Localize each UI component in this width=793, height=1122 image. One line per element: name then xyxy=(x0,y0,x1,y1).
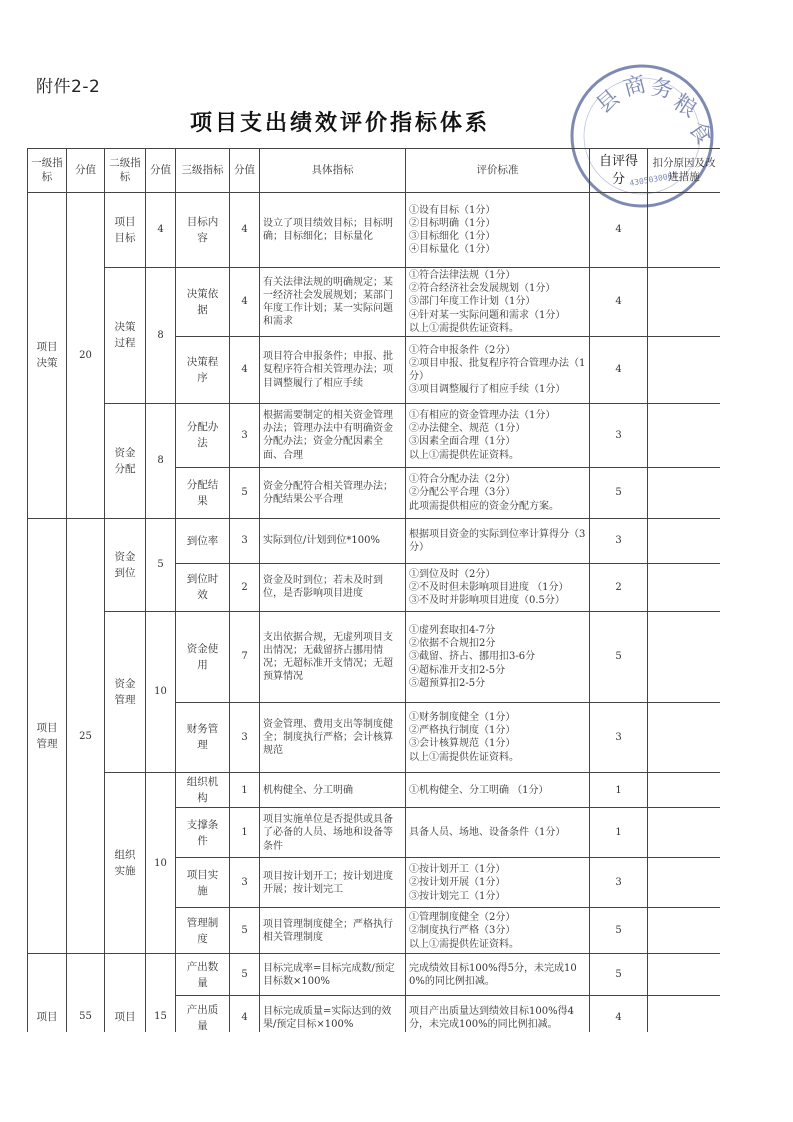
deduction-cell xyxy=(648,193,721,268)
header-level3-score: 分值 xyxy=(230,149,260,193)
level3-score-cell: 4 xyxy=(230,996,260,1032)
header-level1-score: 分值 xyxy=(67,149,105,193)
level2-score-cell: 4 xyxy=(146,193,176,268)
specific-indicator-cell: 项目管理制度健全；严格执行相关管理制度 xyxy=(260,908,406,954)
level2-cell: 项目 xyxy=(105,954,146,1032)
level3-score-cell: 5 xyxy=(230,954,260,996)
header-deduction-reason: 扣分原因及改进措施 xyxy=(648,149,721,193)
deduction-cell xyxy=(648,467,721,518)
level2-cell: 资金到位 xyxy=(105,518,146,611)
self-score-cell: 5 xyxy=(590,954,648,996)
deduction-cell xyxy=(648,858,721,908)
evaluation-standard-cell: ①到位及时（2分） ②不及时但未影响项目进度 （1分） ③不及时并影响项目进度（0.5分） xyxy=(406,563,590,611)
deduction-cell xyxy=(648,808,721,858)
evaluation-standard-cell: ①符合分配办法（2分） ②分配公平合理（3分） 此项需提供相应的资金分配方案。 xyxy=(406,467,590,518)
level3-score-cell: 4 xyxy=(230,336,260,403)
indicator-table-container xyxy=(27,148,720,1032)
evaluation-standard-cell: 具备人员、场地、设备条件（1分） xyxy=(406,808,590,858)
svg-text:商: 商 xyxy=(621,71,649,102)
evaluation-standard-cell: ①按计划开工（1分） ②按计划开展（1分） ③按计划完工（1分） xyxy=(406,858,590,908)
level3-score-cell: 7 xyxy=(230,611,260,702)
self-score-cell: 2 xyxy=(590,563,648,611)
table-row xyxy=(28,611,721,702)
evaluation-standard-cell: ①虚列套取扣4-7分 ②依据不合规扣2分 ③截留、挤占、挪用扣3-6分 ④超标准开支扣2-5分 ⑤超预算扣2-5分 xyxy=(406,611,590,702)
specific-indicator-cell: 资金管理、费用支出等制度健全；制度执行严格；会计核算规范 xyxy=(260,702,406,772)
self-score-cell: 3 xyxy=(590,702,648,772)
evaluation-standard-cell: ①财务制度健全（1分） ②严格执行制度（1分） ③会计核算规范（1分） 以上①需提供佐证资料。 xyxy=(406,702,590,772)
deduction-cell xyxy=(648,403,721,467)
level3-score-cell: 5 xyxy=(230,467,260,518)
level2-cell: 组织实施 xyxy=(105,772,146,954)
specific-indicator-cell: 目标完成质量=实际达到的效果/预定目标×100% xyxy=(260,996,406,1032)
deduction-cell xyxy=(648,954,721,996)
level1-cell: 项目管理 xyxy=(28,518,67,954)
level3-score-cell: 4 xyxy=(230,268,260,337)
specific-indicator-cell: 机构健全、分工明确 xyxy=(260,772,406,808)
level3-cell: 产出数量 xyxy=(176,954,230,996)
specific-indicator-cell: 支出依据合规，无虚列项目支出情况；无截留挤占挪用情况；无超标准开支情况；无超预算情况 xyxy=(260,611,406,702)
self-score-cell: 4 xyxy=(590,193,648,268)
level1-score-cell: 25 xyxy=(67,518,105,954)
deduction-cell xyxy=(648,772,721,808)
deduction-cell xyxy=(648,563,721,611)
specific-indicator-cell: 设立了项目绩效目标；目标明确；目标细化；目标量化 xyxy=(260,193,406,268)
specific-indicator-cell: 有关法律法规的明确规定；某一经济社会发展规划；某部门年度工作计划；某一实际问题和需求 xyxy=(260,268,406,337)
level3-score-cell: 1 xyxy=(230,772,260,808)
specific-indicator-cell: 项目按计划开工；按计划进度开展；按计划完工 xyxy=(260,858,406,908)
level3-cell: 组织机构 xyxy=(176,772,230,808)
level3-score-cell: 5 xyxy=(230,908,260,954)
self-score-cell: 3 xyxy=(590,518,648,563)
evaluation-standard-cell: ①设有目标（1分） ②目标明确（1分） ③目标细化（1分） ④目标量化（1分） xyxy=(406,193,590,268)
level3-score-cell: 3 xyxy=(230,403,260,467)
level2-cell: 决策过程 xyxy=(105,268,146,404)
deduction-cell xyxy=(648,611,721,702)
level2-score-cell: 10 xyxy=(146,611,176,772)
level3-score-cell: 2 xyxy=(230,563,260,611)
svg-text:食: 食 xyxy=(683,117,716,150)
table-row xyxy=(28,772,721,808)
evaluation-standard-cell: ①符合申报条件（2分） ②项目申报、批复程序符合管理办法（1分） ③项目调整履行了相应手续（1分） xyxy=(406,336,590,403)
table-header-row xyxy=(28,149,721,193)
header-level3: 三级指标 xyxy=(176,149,230,193)
deduction-cell xyxy=(648,702,721,772)
self-score-cell: 4 xyxy=(590,268,648,337)
specific-indicator-cell: 项目实施单位是否提供或具备了必备的人员、场地和设备等条件 xyxy=(260,808,406,858)
level1-score-cell: 55 xyxy=(67,954,105,1032)
level2-score-cell: 8 xyxy=(146,403,176,518)
specific-indicator-cell: 资金分配符合相关管理办法；分配结果公平合理 xyxy=(260,467,406,518)
header-level2-score: 分值 xyxy=(146,149,176,193)
level1-cell: 项目 xyxy=(28,954,67,1032)
specific-indicator-cell: 实际到位/计划到位*100% xyxy=(260,518,406,563)
svg-text:务: 务 xyxy=(648,75,675,104)
level3-cell: 分配结果 xyxy=(176,467,230,518)
level2-score-cell: 10 xyxy=(146,772,176,954)
deduction-cell xyxy=(648,996,721,1032)
header-specific-indicator: 具体指标 xyxy=(260,149,406,193)
table-row xyxy=(28,268,721,337)
evaluation-standard-cell: ①机构健全、分工明确 （1分） xyxy=(406,772,590,808)
self-score-cell: 4 xyxy=(590,996,648,1032)
header-evaluation-standard: 评价标准 xyxy=(406,149,590,193)
level3-cell: 财务管理 xyxy=(176,702,230,772)
self-score-cell: 1 xyxy=(590,772,648,808)
table-row xyxy=(28,518,721,563)
level3-cell: 目标内容 xyxy=(176,193,230,268)
level2-cell: 项目目标 xyxy=(105,193,146,268)
level3-score-cell: 3 xyxy=(230,702,260,772)
level3-cell: 管理制度 xyxy=(176,908,230,954)
specific-indicator-cell: 根据需要制定的相关资金管理办法；管理办法中有明确资金分配办法；资金分配因素全面、合理 xyxy=(260,403,406,467)
specific-indicator-cell: 目标完成率=目标完成数/预定目标数×100% xyxy=(260,954,406,996)
specific-indicator-cell: 资金及时到位；若未及时到位，是否影响项目进度 xyxy=(260,563,406,611)
level2-cell: 资金分配 xyxy=(105,403,146,518)
self-score-cell: 4 xyxy=(590,336,648,403)
level2-cell: 资金管理 xyxy=(105,611,146,772)
header-level2: 二级指标 xyxy=(105,149,146,193)
level3-cell: 支撑条件 xyxy=(176,808,230,858)
self-score-cell: 5 xyxy=(590,611,648,702)
svg-text:县: 县 xyxy=(591,85,625,119)
specific-indicator-cell: 项目符合申报条件；申报、批复程序符合相关管理办法；项目调整履行了相应手续 xyxy=(260,336,406,403)
self-score-cell: 5 xyxy=(590,908,648,954)
header-level1: 一级指标 xyxy=(28,149,67,193)
evaluation-standard-cell: ①有相应的资金管理办法（1分） ②办法健全、规范（1分） ③因素全面合理（1分） 以上①需提供佐证资料。 xyxy=(406,403,590,467)
level3-cell: 到位率 xyxy=(176,518,230,563)
deduction-cell xyxy=(648,518,721,563)
deduction-cell xyxy=(648,268,721,337)
level3-cell: 产出质量 xyxy=(176,996,230,1032)
evaluation-standard-cell: 完成绩效目标100%得5分，未完成100%的同比例扣减。 xyxy=(406,954,590,996)
table-row xyxy=(28,954,721,996)
self-score-cell: 5 xyxy=(590,467,648,518)
self-score-cell: 3 xyxy=(590,858,648,908)
level1-score-cell: 20 xyxy=(67,193,105,519)
level2-score-cell: 15 xyxy=(146,954,176,1032)
level3-score-cell: 4 xyxy=(230,193,260,268)
level3-cell: 分配办法 xyxy=(176,403,230,467)
svg-text:粮: 粮 xyxy=(668,89,701,123)
table-row xyxy=(28,193,721,268)
self-score-cell: 1 xyxy=(590,808,648,858)
page-title: 项目支出绩效评价指标体系 xyxy=(189,111,490,136)
level3-cell: 项目实施 xyxy=(176,858,230,908)
evaluation-standard-cell: 项目产出质量达到绩效目标100%得4分，未完成100%的同比例扣减。 xyxy=(406,996,590,1032)
level3-cell: 决策程序 xyxy=(176,336,230,403)
attachment-label: 附件2-2 xyxy=(36,77,101,97)
level2-score-cell: 5 xyxy=(146,518,176,611)
level1-cell: 项目决策 xyxy=(28,193,67,519)
deduction-cell xyxy=(648,336,721,403)
svg-text:4305030001: 4305030001 xyxy=(628,170,678,188)
table-row xyxy=(28,403,721,467)
deduction-cell xyxy=(648,908,721,954)
evaluation-standard-cell: ①符合法律法规（1分） ②符合经济社会发展规划（1分） ③部门年度工作计划（1分） ④针对某一实际问题和需求（1分） 以上①需提供佐证资料。 xyxy=(406,268,590,337)
level3-score-cell: 3 xyxy=(230,858,260,908)
level3-score-cell: 3 xyxy=(230,518,260,563)
level3-score-cell: 1 xyxy=(230,808,260,858)
level3-cell: 资金使用 xyxy=(176,611,230,702)
self-score-cell: 3 xyxy=(590,403,648,467)
level3-cell: 到位时效 xyxy=(176,563,230,611)
level2-score-cell: 8 xyxy=(146,268,176,404)
evaluation-standard-cell: 根据项目资金的实际到位率计算得分（3分） xyxy=(406,518,590,563)
level3-cell: 决策依据 xyxy=(176,268,230,337)
header-self-score: 自评得分 xyxy=(590,149,648,193)
evaluation-standard-cell: ①管理制度健全（2分） ②制度执行严格（3分） 以上①需提供佐证资料。 xyxy=(406,908,590,954)
indicator-table xyxy=(27,148,720,1032)
